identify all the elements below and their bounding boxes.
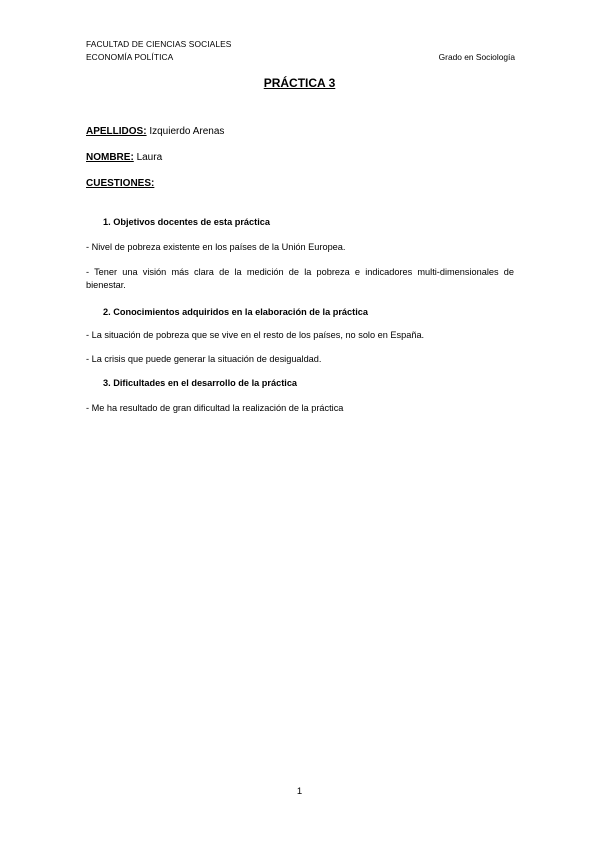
section-heading-1: 1. Objetivos docentes de esta práctica bbox=[103, 217, 270, 227]
questions-label: CUESTIONES: bbox=[86, 178, 155, 189]
degree-name: Grado en Sociología bbox=[438, 52, 515, 62]
page-title-text: PRÁCTICA 3 bbox=[263, 76, 336, 90]
page-title bbox=[0, 76, 599, 90]
subject-name: ECONOMÍA POLÍTICA bbox=[86, 52, 174, 62]
name-value: Laura bbox=[136, 152, 163, 163]
list-item: - La situación de pobreza que se vive en el resto de los países, no solo en España. bbox=[86, 330, 425, 340]
page-number: 1 bbox=[296, 786, 303, 797]
list-item: - Tener una visión más clara de la medición de la pobreza e indicadores multi-dimensionales de bienestar. bbox=[86, 267, 514, 290]
questions-heading bbox=[86, 177, 154, 190]
list-item: - Nivel de pobreza existente en los países de la Unión Europea. bbox=[86, 242, 346, 252]
list-item: - La crisis que puede generar la situación de desigualdad. bbox=[86, 354, 322, 364]
surname-value: Izquierdo Arenas bbox=[149, 126, 225, 137]
surname-label: APELLIDOS: bbox=[86, 126, 147, 137]
surname-field bbox=[86, 125, 224, 138]
faculty-name: FACULTAD DE CIENCIAS SOCIALES bbox=[86, 39, 232, 49]
section-heading-3: 3. Dificultades en el desarrollo de la práctica bbox=[103, 378, 298, 388]
name-field bbox=[86, 151, 162, 164]
name-label: NOMBRE: bbox=[86, 152, 134, 163]
section-heading-2: 2. Conocimientos adquiridos en la elaboración de la práctica bbox=[103, 307, 368, 317]
list-item: - Me ha resultado de gran dificultad la realización de la práctica bbox=[86, 403, 344, 413]
header-left bbox=[86, 38, 231, 64]
